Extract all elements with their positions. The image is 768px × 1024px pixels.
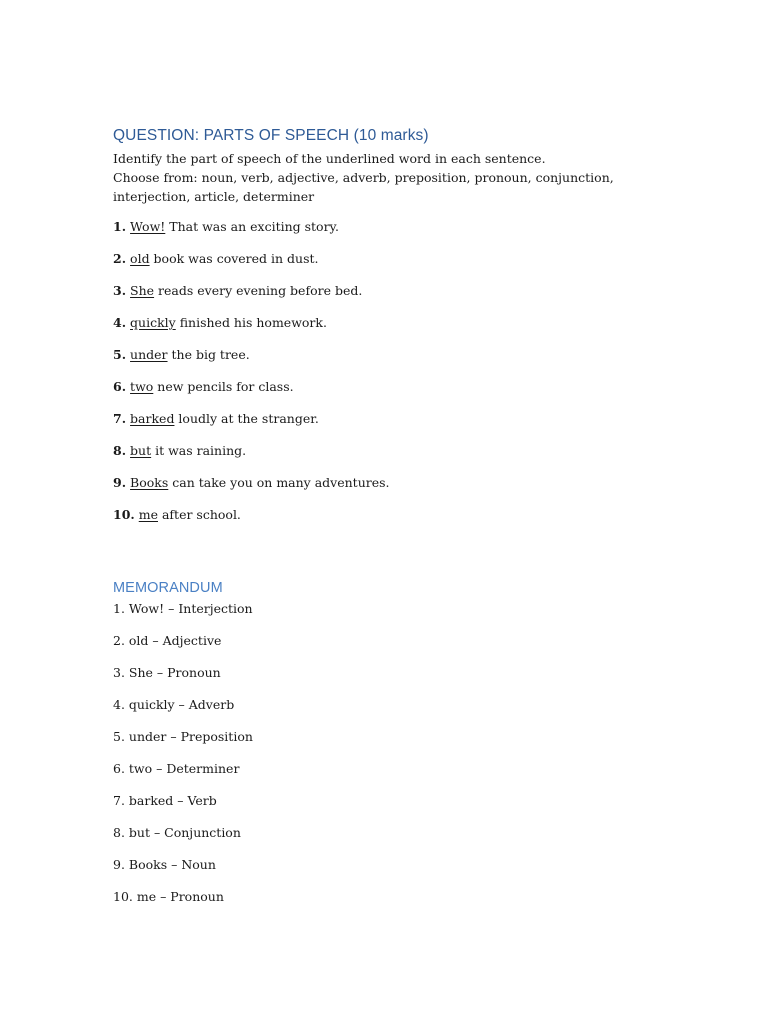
underlined-word: Books [130,475,169,490]
question-number: 3. [113,283,127,298]
question-text: after school. [158,507,241,522]
instruction-line-1: Identify the part of speech of the underlined word in each sentence. [113,151,546,166]
question-number: 9. [113,475,127,490]
underlined-word: barked [130,411,175,426]
underlined-word: quickly [130,315,176,330]
underlined-word: me [138,507,158,522]
memorandum-item: 2. old – Adjective [113,633,222,648]
question-text: That was an exciting story. [165,219,339,234]
question-text: loudly at the stranger. [174,411,319,426]
question-text: book was covered in dust. [149,251,319,266]
question-text: reads every evening before bed. [154,283,363,298]
question-item [113,315,673,347]
instruction-line-2: Choose from: noun, verb, adjective, adverb, preposition, pronoun, conjunction, interjection, article, determiner [113,170,614,204]
question-item [113,251,673,283]
question-item [113,379,673,411]
memorandum-item: 10. me – Pronoun [113,889,224,904]
memorandum-heading: MEMORANDUM [113,580,223,596]
question-text: can take you on many adventures. [168,475,390,490]
question-item [113,219,673,251]
question-number: 8. [113,443,127,458]
question-text: new pencils for class. [153,379,294,394]
underlined-word: Wow! [130,219,166,234]
underlined-word: under [130,347,168,362]
question-item [113,347,673,379]
document-content [113,126,673,921]
question-item [113,475,673,507]
question-text: the big tree. [167,347,250,362]
question-number: 7. [113,411,127,426]
memorandum-item: 5. under – Preposition [113,729,253,744]
memorandum-item: 8. but – Conjunction [113,825,241,840]
question-number: 4. [113,315,127,330]
memorandum-item: 4. quickly – Adverb [113,697,235,712]
question-heading: QUESTION: PARTS OF SPEECH (10 marks) [113,127,429,144]
underlined-word: She [130,283,155,298]
question-text: finished his homework. [175,315,327,330]
memorandum-item: 6. two – Determiner [113,761,240,776]
memorandum-item: 7. barked – Verb [113,793,217,808]
question-text: it was raining. [151,443,247,458]
question-number: 1. [113,219,127,234]
question-number: 10. [113,507,135,522]
memorandum-item: 9. Books – Noun [113,857,216,872]
underlined-word: old [130,251,150,266]
question-item [113,443,673,475]
question-item [113,283,673,315]
memorandum-item: 1. Wow! – Interjection [113,601,253,616]
memorandum-list [113,601,673,921]
question-item [113,411,673,443]
question-number: 2. [113,251,127,266]
underlined-word: but [130,443,152,458]
memorandum-item: 3. She – Pronoun [113,665,221,680]
underlined-word: two [130,379,154,394]
question-item [113,507,673,539]
question-number: 6. [113,379,127,394]
instruction-text [113,149,673,206]
question-number: 5. [113,347,127,362]
question-list [113,219,673,539]
